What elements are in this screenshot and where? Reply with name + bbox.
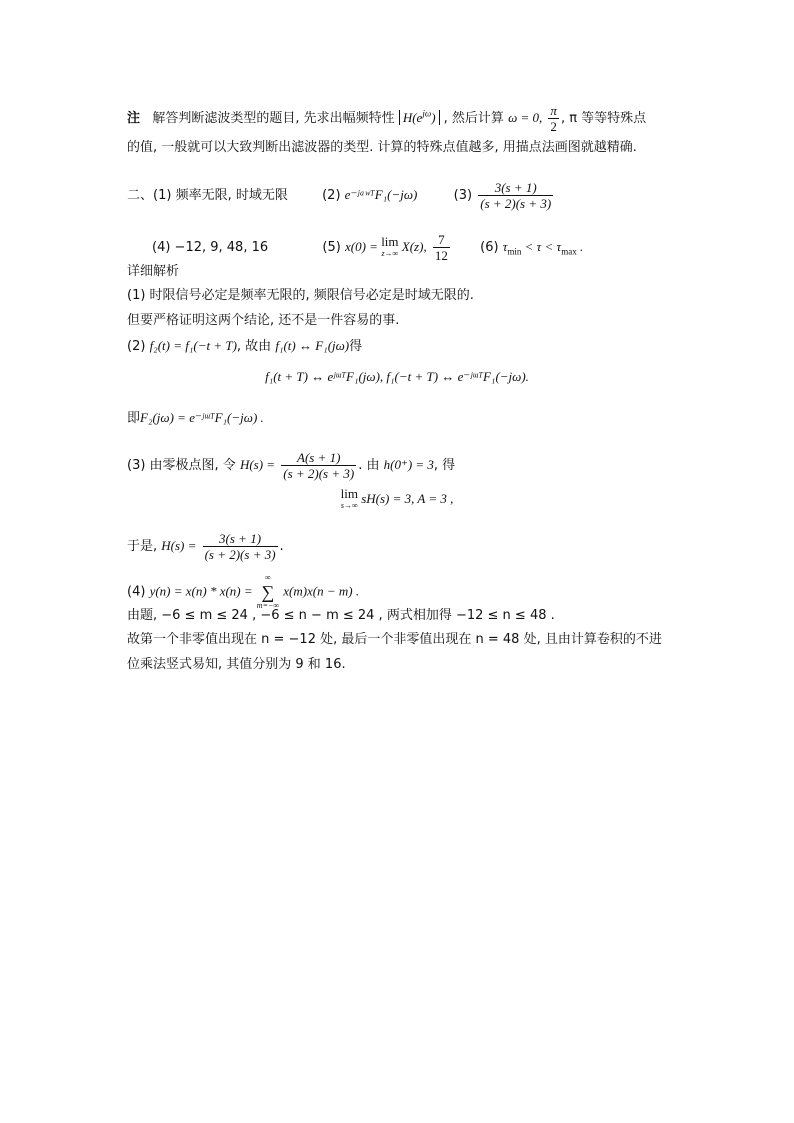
p3-mid: , 故由 — [236, 339, 272, 354]
detail-p2: 但要严格证明这两个结论, 还不是一件容易的事. — [127, 313, 400, 328]
p5-fraction: $\frac{A(s + 1)}{(s + 2)(s + 3)}$ — [283, 450, 355, 481]
omega-values: ω = 0, — [508, 110, 543, 125]
section-label: 二、 — [127, 188, 154, 203]
answer-6-expr: $\tau_{min} < \tau < \tau_{max}$ . — [502, 239, 584, 257]
answer-4: (4) −12, 9, 48, 16 — [152, 240, 269, 255]
answer-5-label: (5) — [322, 240, 341, 255]
answer-2-expr: e⁻ʲᵃʷᵀF₁(−jω) — [344, 187, 418, 202]
p3-expr: f₂(t) = f₁(−t + T) — [149, 338, 237, 353]
detail-p5 — [127, 450, 455, 481]
detail-p3 — [127, 337, 362, 356]
p5-lhs: H(s) = — [239, 457, 276, 472]
answer-5-expr: x(0) = lim z→∞ X(z), — [344, 234, 427, 259]
answer-2-label: (2) — [322, 188, 341, 203]
p3-label: (2) — [127, 339, 146, 354]
p4-prefix: 即 — [127, 411, 141, 426]
note-line-1 — [127, 103, 646, 134]
detail-p9: 故第一个非零值出现在 n = −12 处, 最后一个非零值出现在 n = 48 处, 且由计算卷积的不进 — [127, 632, 662, 647]
answer-3-fraction: $\frac{3(s + 1)}{(s + 2)(s + 3)}$ — [480, 180, 552, 211]
p5-expr: h(0⁺) = 3 — [383, 457, 434, 472]
note-text-a: 解答判断滤波类型的题目, 先求出幅频特性 — [152, 111, 395, 126]
answer-3-label: (3) — [453, 188, 473, 203]
note-comma: , — [560, 111, 566, 126]
detail-p7 — [127, 573, 359, 611]
magnitude-response: $H(e^{j\omega})$ — [399, 110, 440, 125]
p5-mid: . 由 — [358, 458, 380, 473]
p3-end: 得 — [349, 339, 363, 354]
p7-expr: y(n) = x(n) * x(n) = — [149, 583, 253, 599]
note-line-2: 的值, 一般就可以大致判断出滤波器的类型. 计算的特殊点值越多, 用描点法画图就越精确. — [127, 140, 637, 155]
p3-expr2: f₁(t) ↔ F₁(jω) — [275, 338, 350, 353]
note-text-b: , 然后计算 — [443, 111, 504, 126]
detail-heading: 详细解析 — [127, 264, 180, 279]
p7-rest: x(m)x(n − m) . — [283, 583, 360, 599]
p6-lhs: H(s) = — [161, 538, 197, 553]
answers-row-1 — [127, 180, 555, 211]
detail-p8: 由题, −6 ≤ m ≤ 24 , −6 ≤ n − m ≤ 24 , 两式相加得 −12 ≤ n ≤ 48 . — [127, 608, 555, 623]
summation-symbol: ∞ ∑ m=−∞ — [256, 573, 280, 610]
detail-p4 — [127, 409, 264, 428]
detail-p1: (1) 时限信号必定是频率无限的, 频限信号必定是时域无限的. — [127, 288, 474, 303]
p6-end: . — [279, 539, 284, 554]
eq2-sub: s→∞ — [340, 501, 358, 510]
answer-5-fraction: $\frac{7}{12}$ — [434, 232, 448, 263]
equation-1: f₁(t + T) ↔ eʲᵚᵀF₁(jω), f₁(−t + T) ↔ e⁻ʲᵚᵀF₁(−jω). — [265, 369, 529, 384]
p7-label: (4) — [127, 584, 146, 600]
p5-end: , 得 — [433, 458, 456, 473]
p6-fraction: $\frac{3(s + 1)}{(s + 2)(s + 3)}$ — [204, 531, 276, 562]
note-label: 注 — [127, 111, 141, 126]
p4-expr: F₂(jω) = e⁻ʲᵚᵀF₁(−jω) . — [140, 410, 264, 425]
detail-p6 — [127, 531, 284, 562]
pi-over-two: $\frac{\pi}{2}$ — [550, 103, 557, 134]
eq2-lim: lim — [340, 486, 358, 501]
eq2-rest: sH(s) = 3, A = 3 , — [361, 490, 454, 506]
p6-prefix: 于是, — [127, 539, 158, 554]
answer-1: (1) 频率无限, 时域无限 — [153, 188, 288, 203]
answers-row-2 — [152, 232, 583, 263]
p5-label: (3) 由零极点图, 令 — [127, 458, 236, 473]
answer-6-label: (6) — [480, 240, 499, 255]
equation-2 — [0, 488, 794, 512]
detail-p10: 位乘法竖式易知, 其值分别为 9 和 16. — [127, 657, 346, 672]
note-text-d: π 等等特殊点 — [569, 111, 647, 126]
